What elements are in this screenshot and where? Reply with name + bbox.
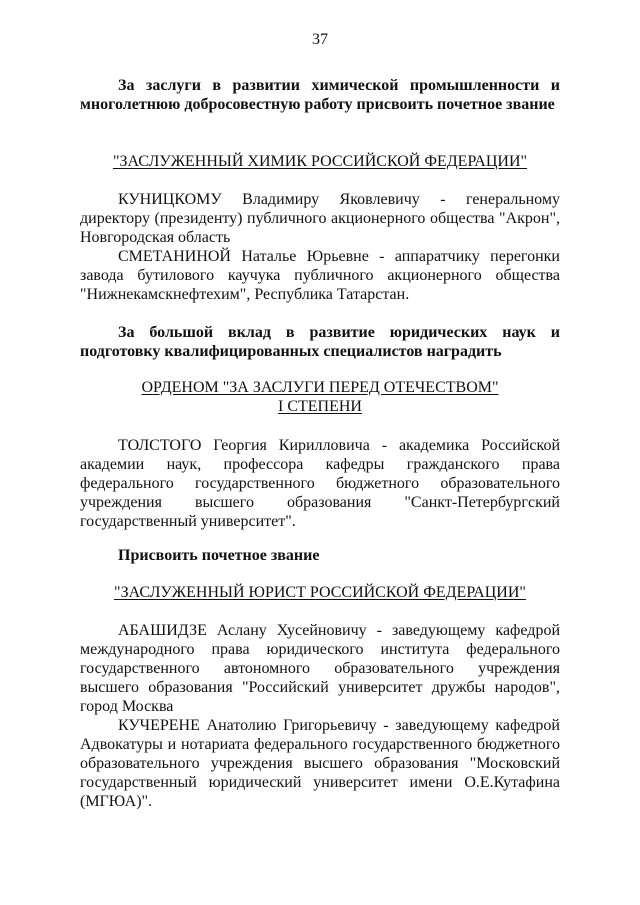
entry-kunitsky (80, 190, 560, 247)
award-title-order-line1-text: ОРДЕНОМ "ЗА ЗАСЛУГИ ПЕРЕД ОТЕЧЕСТВОМ" (141, 379, 499, 396)
preamble-chemist: За заслуги в развитии химической промышленности и многолетнюю добросовестную работу присвоить почетное звание (80, 77, 560, 113)
preamble-lawyer: Присвоить почетное звание (118, 547, 320, 564)
award-title-lawyer (0, 583, 640, 602)
entry-surname: КУЧЕРЕНЕ (118, 717, 200, 734)
entry-tolstoy (80, 436, 560, 531)
entry-details: Анатолию Григорьевичу - заведующему кафедрой Адвокатуры и нотариата федерального государственного бюджетного образовательного учреждения высшего образования "Московский государственный юридический университет имени О.Е.Кутафина (МГЮА)". (80, 717, 560, 810)
page-number: 37 (312, 31, 328, 48)
entry-details: Наталье Юрьевне - аппаратчику перегонки завода бутилового каучука публичного акционерного общества "Нижнекамскнефтехим", Республика Татарстан. (80, 248, 560, 303)
entry-smetanina (80, 247, 560, 304)
award-title-lawyer-text: "ЗАСЛУЖЕННЫЙ ЮРИСТ РОССИЙСКОЙ ФЕДЕРАЦИИ" (114, 584, 526, 601)
entry-details: Георгия Кирилловича - академика Российской академии наук, профессора кафедры гражданского права федерального государственного бюджетного образовательного учреждения высшего образования "Санкт-Петербургский государственный университет". (80, 437, 560, 530)
entry-surname: КУНИЦКОМУ (118, 191, 222, 208)
entry-surname: СМЕТАНИНОЙ (118, 248, 231, 265)
entry-kucherena (80, 716, 560, 811)
entry-details: Аслану Хусейновичу - заведующему кафедрой международного права юридического института федерального государственного автономного образовательного учреждения высшего образования "Российский университет дружбы народов", город Москва (80, 622, 560, 715)
entry-abashidze (80, 621, 560, 716)
award-title-chemist (0, 152, 640, 171)
entry-surname: АБАШИДЗЕ (118, 622, 207, 639)
award-title-order-line2-text: I СТЕПЕНИ (278, 398, 362, 415)
award-title-chemist-text: "ЗАСЛУЖЕННЫЙ ХИМИК РОССИЙСКОЙ ФЕДЕРАЦИИ" (112, 153, 528, 170)
award-title-order-line2 (0, 397, 640, 416)
entry-surname: ТОЛСТОГО (118, 437, 202, 454)
award-title-order-line1 (0, 378, 640, 397)
entry-details: Владимиру Яковлевичу - генеральному директору (президенту) публичного акционерного общества "Акрон", Новгородская область (80, 191, 560, 246)
preamble-order: За большой вклад в развитие юридических наук и подготовку квалифицированных специалистов наградить (80, 324, 560, 360)
